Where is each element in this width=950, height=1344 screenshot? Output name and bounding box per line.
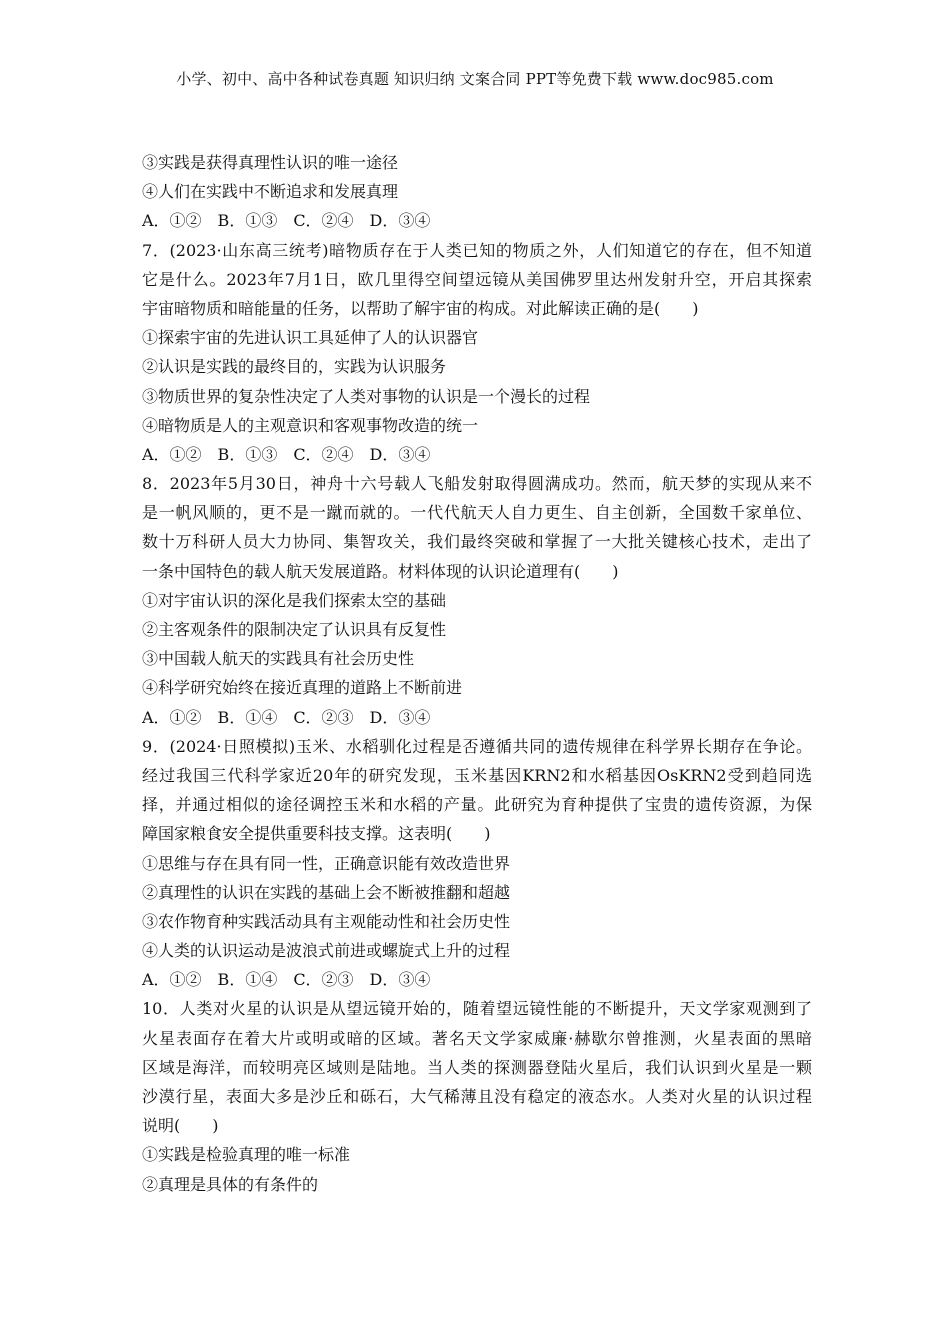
- q9-stem-line: 择，并通过相似的途径调控玉米和水稻的产量。此研究为育种提供了宝贵的遗传资源，为保: [142, 795, 812, 815]
- q7-option-2: ②认识是实践的最终目的，实践为认识服务: [142, 357, 447, 377]
- q9-option-2: ②真理性的认识在实践的基础上会不断被推翻和超越: [142, 882, 511, 902]
- q8-stem: [142, 469, 812, 586]
- q8-stem-line: 数十万科研人员大力协同、集智攻关，我们最终突破和掌握了一大批关键核心技术，走出了: [142, 532, 812, 552]
- q9-option-4: ④人类的认识运动是波浪式前进或螺旋式上升的过程: [142, 941, 511, 961]
- q7-stem: [142, 236, 812, 324]
- q7-stem-line: 它是什么。2023年7月1日，欧几里得空间望远镜从美国佛罗里达州发射升空，开启其探索: [142, 269, 812, 289]
- q7-option-3: ③物质世界的复杂性决定了人类对事物的认识是一个漫长的过程: [142, 386, 591, 406]
- q7-option-1: ①探索宇宙的先进认识工具延伸了人的认识器官: [142, 328, 479, 348]
- q8-stem-line: 8．2023年5月30日，神舟十六号载人飞船发射取得圆满成功。然而，航天梦的实现从来不: [142, 474, 812, 494]
- q8-option-4: ④科学研究始终在接近真理的道路上不断前进: [142, 678, 463, 698]
- q10-stem-line: 火星表面存在着大片或明或暗的区域。著名天文学家威廉·赫歇尔曾推测，火星表面的黑暗: [142, 1028, 812, 1048]
- q10-option-1: ①实践是检验真理的唯一标准: [142, 1145, 351, 1165]
- q9-stem-line: 经过我国三代科学家近20年的研究发现，玉米基因KRN2和水稻基因OsKRN2受到趋同选: [142, 765, 812, 785]
- q8-answer-choices: A．①② B．①④ C．②③ D．③④: [142, 707, 431, 727]
- q8-stem-line: 一条中国特色的载人航天发展道路。材料体现的认识论道理有( ): [142, 561, 619, 581]
- page-header: 小学、初中、高中各种试卷真题 知识归纳 文案合同 PPT等免费下载 www.doc985.com: [176, 70, 774, 88]
- q6-option-4: ④人们在实践中不断追求和发展真理: [142, 182, 399, 202]
- q6-option-3: ③实践是获得真理性认识的唯一途径: [142, 153, 399, 172]
- q10-stem-line: 10．人类对火星的认识是从望远镜开始的，随着望远镜性能的不断提升，天文学家观测到了: [142, 999, 812, 1019]
- q7-answer-choices: A．①② B．①③ C．②④ D．③④: [142, 444, 431, 464]
- q9-stem-line: 障国家粮食安全提供重要科技支撑。这表明( ): [142, 824, 491, 844]
- q6-answer-choices: A．①② B．①③ C．②④ D．③④: [142, 211, 431, 231]
- q7-stem-line: 宇宙暗物质和暗能量的任务，以帮助了解宇宙的构成。对此解读正确的是( ): [142, 298, 699, 318]
- q7-option-4: ④暗物质是人的主观意识和客观事物改造的统一: [142, 415, 479, 435]
- q8-option-1: ①对宇宙认识的深化是我们探索太空的基础: [142, 590, 447, 610]
- q9-option-3: ③农作物育种实践活动具有主观能动性和社会历史性: [142, 911, 511, 931]
- q8-stem-line: 是一帆风顺的，更不是一蹴而就的。一代代航天人自力更生、自主创新，全国数千家单位、: [142, 503, 812, 523]
- q9-stem: [142, 732, 812, 849]
- q10-stem: [142, 994, 812, 1140]
- q8-option-2: ②主客观条件的限制决定了认识具有反复性: [142, 620, 447, 639]
- q10-stem-line: 沙漠行星，表面大多是沙丘和砾石，大气稀薄且没有稳定的液态水。人类对火星的认识过程: [142, 1087, 812, 1106]
- q9-answer-choices: A．①② B．①④ C．②③ D．③④: [142, 970, 431, 990]
- document-body: [142, 148, 812, 1199]
- q10-stem-line: 说明( ): [142, 1116, 219, 1136]
- q7-stem-line: 7．(2023·山东高三统考)暗物质存在于人类已知的物质之外，人们知道它的存在，但不知道: [142, 240, 812, 260]
- q10-option-2: ②真理是具体的有条件的: [142, 1174, 319, 1194]
- q9-stem-line: 9．(2024·日照模拟)玉米、水稻驯化过程是否遵循共同的遗传规律在科学界长期存在争论。: [142, 736, 812, 756]
- q8-option-3: ③中国载人航天的实践具有社会历史性: [142, 649, 415, 669]
- q10-stem-line: 区域是海洋，而较明亮区域则是陆地。当人类的探测器登陆火星后，我们认识到火星是一颗: [142, 1057, 812, 1077]
- q9-option-1: ①思维与存在具有同一性，正确意识能有效改造世界: [142, 853, 511, 873]
